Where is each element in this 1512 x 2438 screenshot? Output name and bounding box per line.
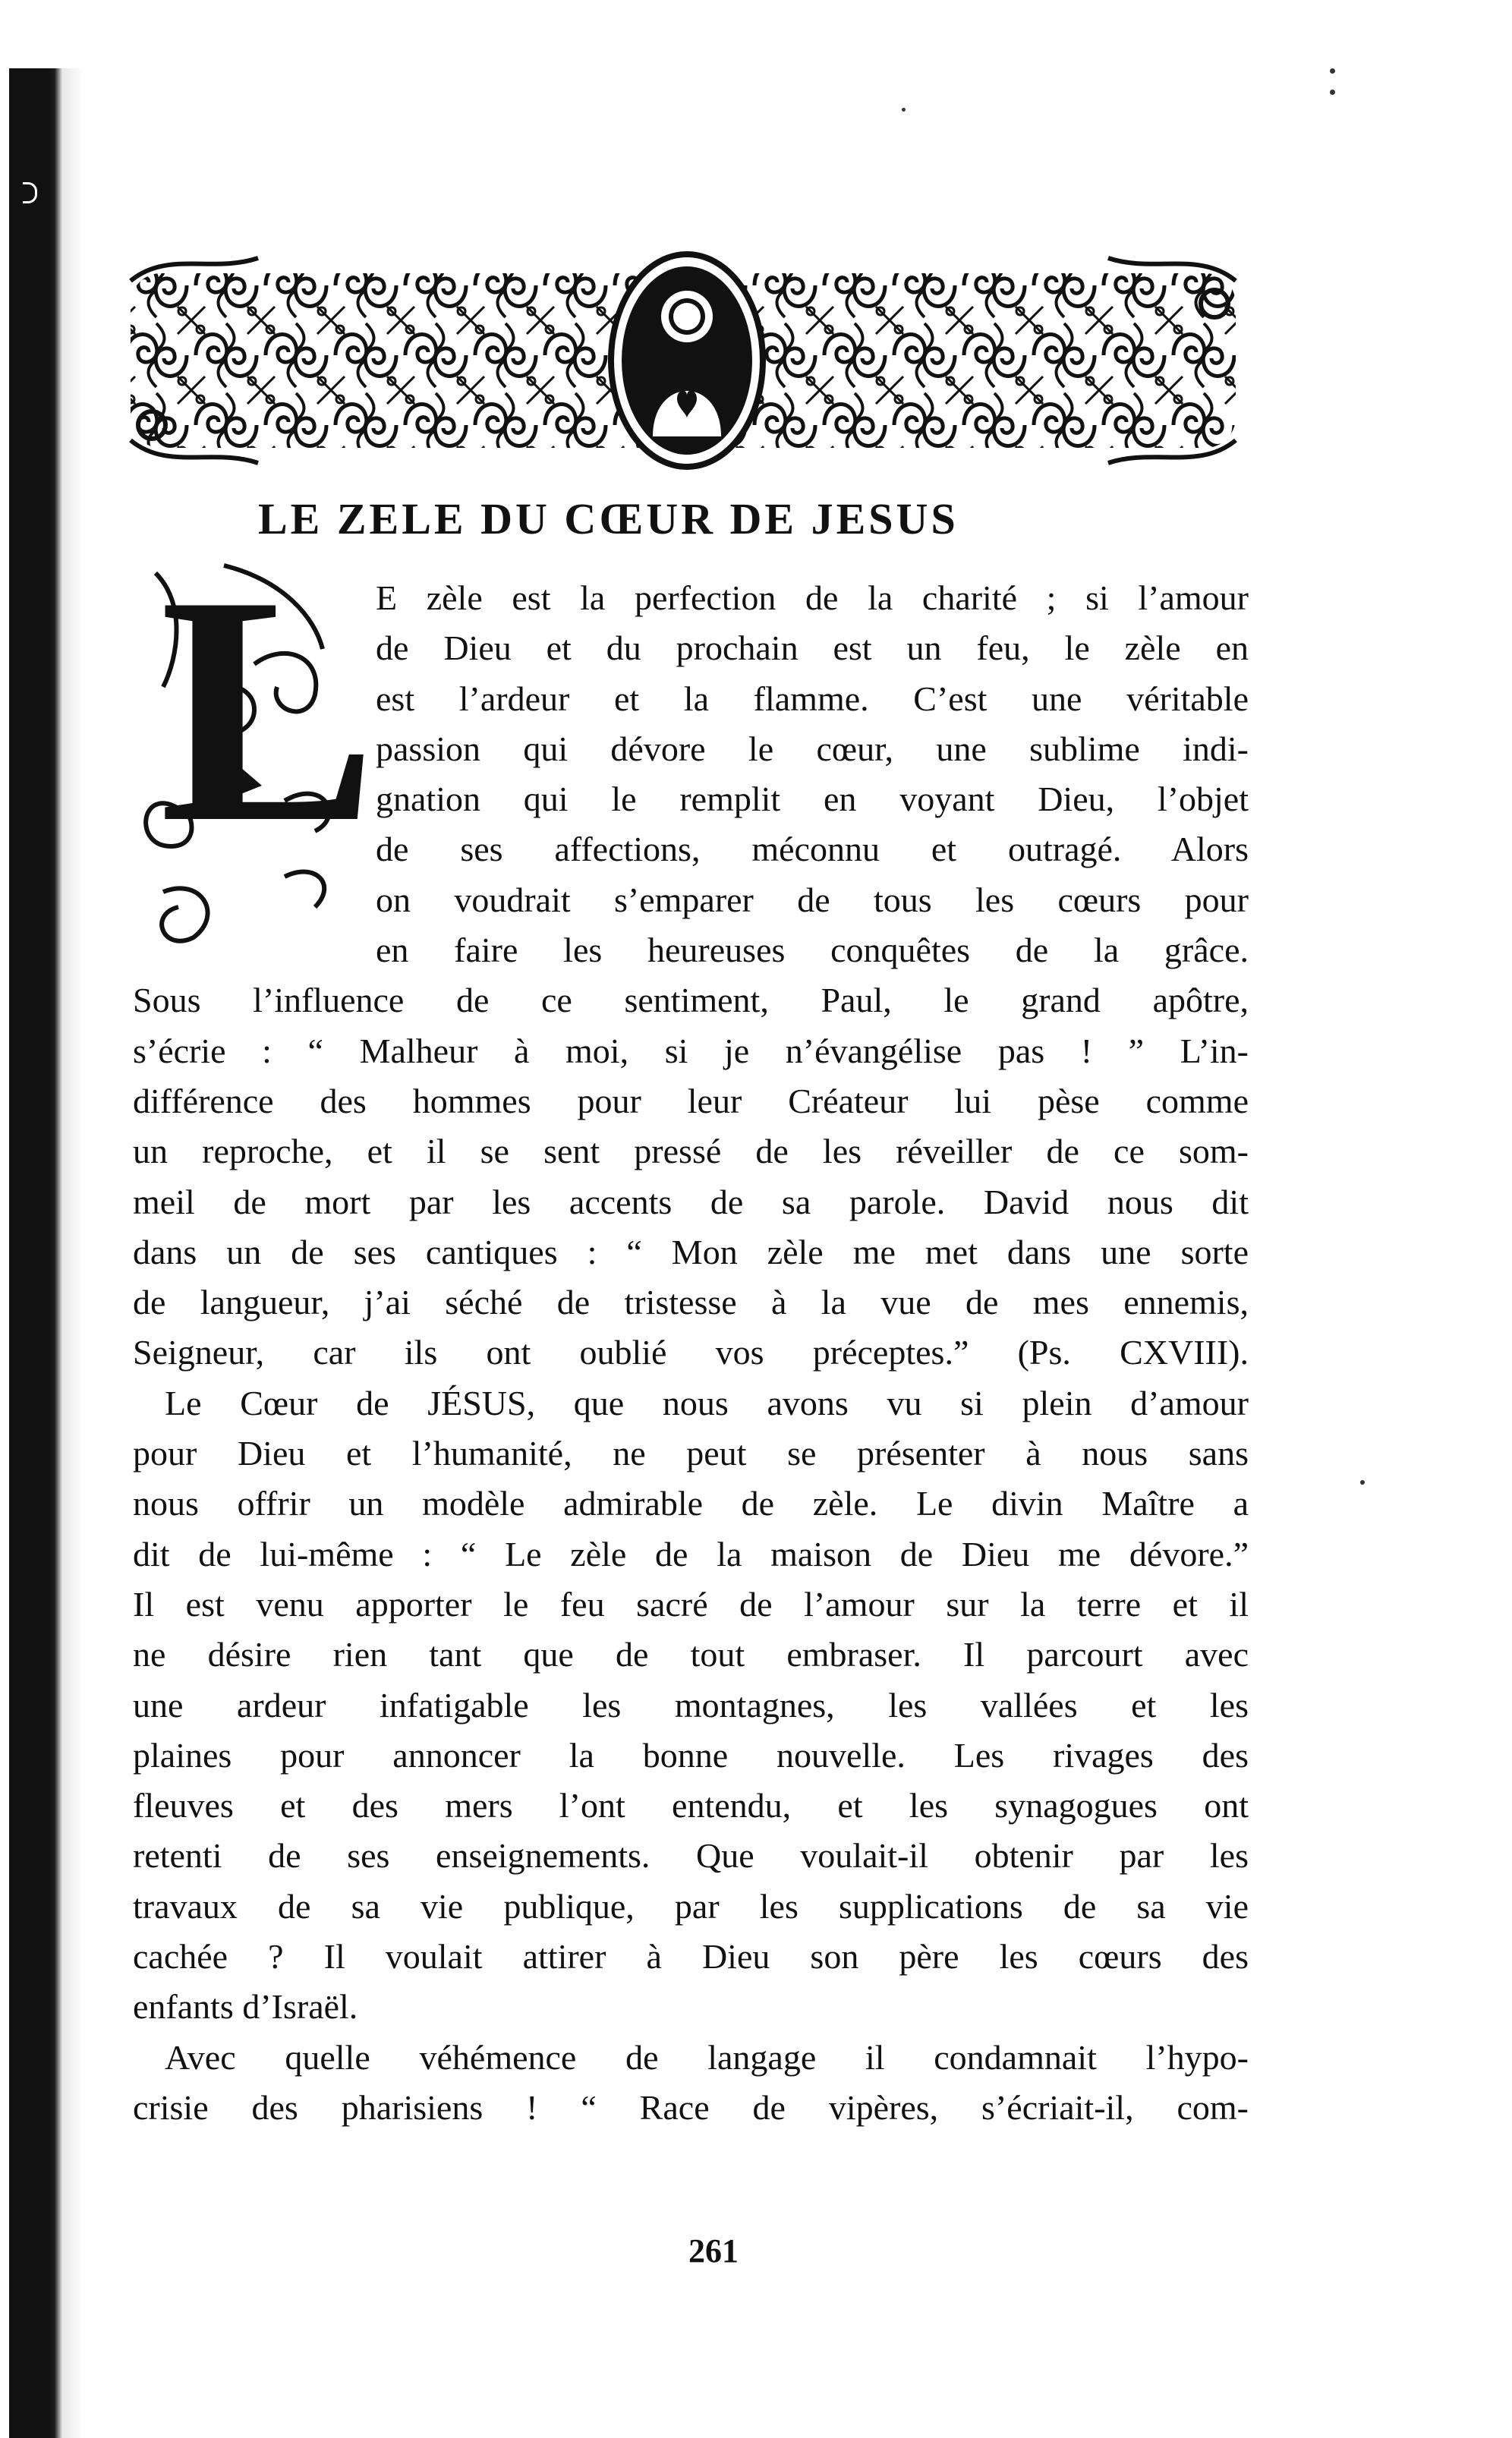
page-number: 261 [688, 2232, 739, 2269]
binding-mark [23, 182, 37, 203]
dropcap-letter: L [159, 529, 377, 890]
scan-speck [902, 108, 906, 112]
chapter-title: LE ZELE DU CŒUR DE JESUS [258, 494, 959, 543]
text-line: crisie des pharisiens ! “ Race de vipères, s’écriait-il, com- [133, 2087, 1249, 2127]
text-line: Sous l’influence de ce sentiment, Paul, le grand apôtre, [133, 981, 1249, 1020]
text-line: en faire les heureuses conquêtes de la grâce. [376, 931, 1249, 970]
text-line: de langueur, j’ai séché de tristesse à la vue de mes ennemis, [133, 1283, 1249, 1322]
scan-speck [1330, 90, 1335, 95]
body-text [133, 573, 1249, 2133]
text-line: E zèle est la perfection de la charité ; si l’amour [376, 578, 1249, 617]
text-line: un reproche, et il se sent pressé de les réveiller de ce som- [133, 1132, 1249, 1171]
ornamental-headpiece [121, 250, 1245, 471]
text-line: passion qui dévore le cœur, une sublime indi- [376, 729, 1249, 768]
text-line: Avec quelle véhémence de langage il condamnait l’hypo- [165, 2037, 1249, 2077]
text-line: retenti de ses enseignements. Que voulait-il obtenir par les [133, 1836, 1249, 1876]
text-line: différence des hommes pour leur Créateur lui pèse comme [133, 1081, 1249, 1120]
text-line: enfants d’Israël. [133, 1987, 358, 2027]
text-line: plaines pour annoncer la bonne nouvelle. Les rivages des [133, 1735, 1249, 1775]
text-line: de ses affections, méconnu et outragé. Alors [376, 830, 1249, 869]
text-line: pour Dieu et l’humanité, ne peut se présenter à nous sans [133, 1434, 1249, 1473]
text-line: travaux de sa vie publique, par les supplications de sa vie [133, 1886, 1249, 1926]
scan-speck [1360, 1480, 1365, 1485]
sacred-heart-medallion [607, 247, 767, 474]
text-line: une ardeur infatigable les montagnes, les vallées et les [133, 1685, 1249, 1725]
text-line: cachée ? Il voulait attirer à Dieu son père les cœurs des [133, 1937, 1249, 1977]
text-line: on voudrait s’emparer de tous les cœurs pour [376, 880, 1249, 919]
text-line: dans un de ses cantiques : “ Mon zèle me met dans une sorte [133, 1232, 1249, 1271]
text-line: est l’ardeur et la flamme. C’est une véritable [376, 679, 1249, 718]
text-line: dit de lui-même : “ Le zèle de la maison de Dieu me dévore.” [133, 1534, 1249, 1573]
text-line: s’écrie : “ Malheur à moi, si je n’évangélise pas ! ” L’in- [133, 1031, 1249, 1070]
text-line: ne désire rien tant que de tout embraser. Il parcourt avec [133, 1635, 1249, 1674]
text-line: nous offrir un modèle admirable de zèle. Le divin Maître a [133, 1484, 1249, 1523]
text-line: fleuves et des mers l’ont entendu, et les synagogues ont [133, 1786, 1249, 1825]
text-line: Il est venu apporter le feu sacré de l’amour sur la terre et il [133, 1584, 1249, 1624]
text-line: Seigneur, car ils ont oublié vos préceptes.” (Ps. CXVIII). [133, 1333, 1249, 1372]
text-line: meil de mort par les accents de sa parole. David nous dit [133, 1182, 1249, 1221]
scan-speck [1330, 68, 1335, 74]
text-line: gnation qui le remplit en voyant Dieu, l’objet [376, 780, 1249, 819]
text-line: de Dieu et du prochain est un feu, le zèle en [376, 628, 1249, 668]
text-line: Le Cœur de JÉSUS, que nous avons vu si plein d’amour [165, 1383, 1249, 1422]
